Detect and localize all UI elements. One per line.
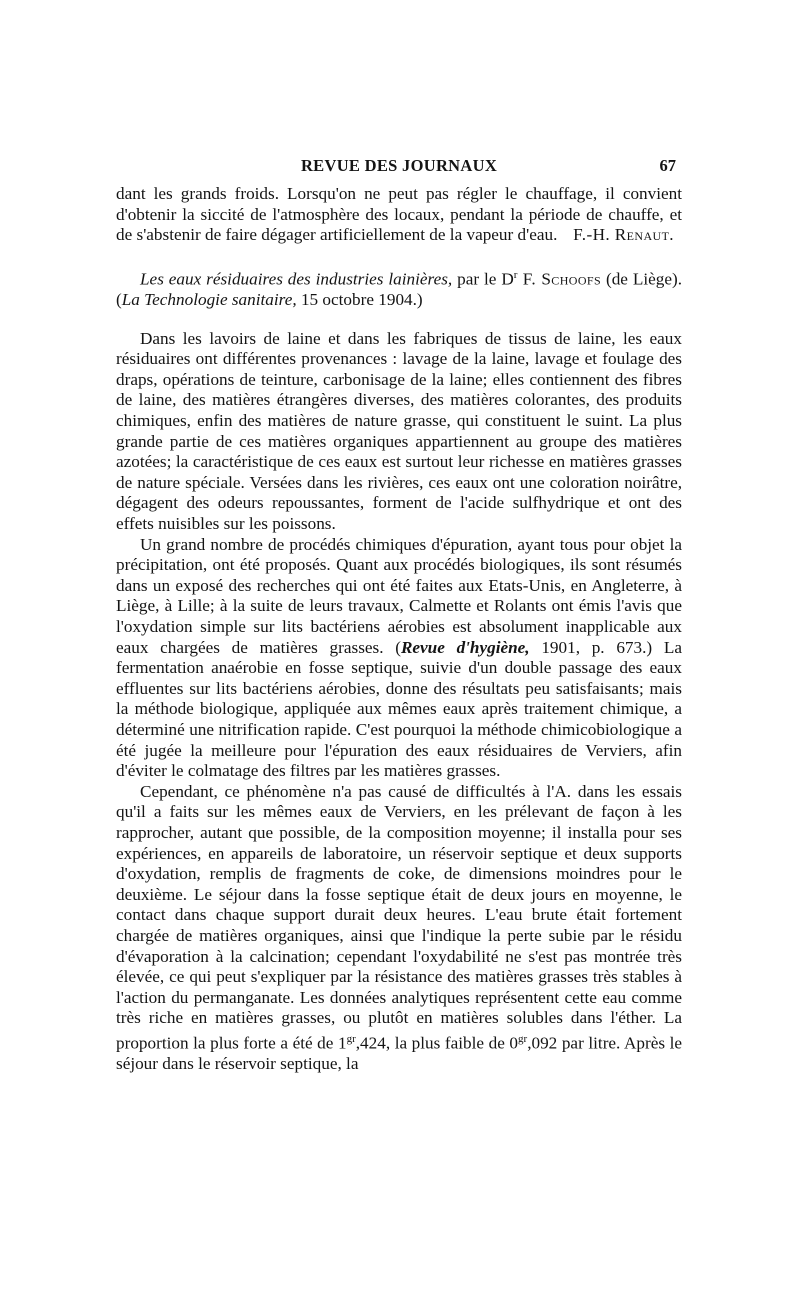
- article-title: Les eaux résiduaires des industries lainières,: [140, 269, 453, 289]
- page-number: 67: [659, 156, 676, 175]
- author-signature-text: F.-H. Renaut.: [573, 225, 674, 245]
- unit-gram-2: gr: [518, 1032, 528, 1045]
- unit-gram-1: gr: [346, 1032, 356, 1045]
- body-paragraph-3: [116, 782, 682, 1075]
- reference-details: 1901, p. 673.): [529, 637, 653, 657]
- document-page: [116, 156, 682, 1075]
- source-date: 15 octobre 1904.): [296, 290, 423, 310]
- paragraph-3-text-b: ,424, la plus faible de 0: [355, 1033, 519, 1053]
- running-title: REVUE DES JOURNAUX: [300, 156, 498, 175]
- body-paragraph-2: [116, 535, 682, 782]
- continuation-paragraph: dant les grands froids. Lorsqu'on ne peut pas régler le chauffage, il convient d'obtenir la siccité de l'atmosphère des locaux, pendant la période de chauffe, et de s'abstenir de faire dégager artificiellement de la vapeur d'eau.: [116, 184, 682, 245]
- citation-by: par le D: [452, 269, 514, 289]
- reference-journal: Revue d'hygiène,: [400, 637, 530, 657]
- page-header: [116, 156, 682, 180]
- paragraph-3-text-a: Cependant, ce phénomène n'a pas causé de difficultés à l'A. dans les essais qu'il a faits sur les mêmes eaux de Verviers, en les prélevant de façon à les rapprocher, autant que possible, de la composition moyenne; il installa pour ses expériences, en appareils de laboratoire, un réservoir septique et deux supports d'oxydation, remplis de fragments de coke, de dimensions moindres pour le deuxième. Le séjour dans la fosse septique était de deux jours en moyenne, le contact dans chaque support durait deux heures. L'eau brute était fortement chargée de matières organiques, ainsi que l'indique la perte subie par le résidu d'évaporation à la calcination; cependant l'oxydabilité ne s'est pas montrée très élevée, ce qui peut s'expliquer par la résistance des matières grasses très stables à l'action du permanganate. Les données analytiques représentent cette eau comme très riche en matières grasses, ou plutôt en matières solubles dans l'éther. La proportion la plus forte a été de 1: [116, 781, 682, 1053]
- article-author: F. Schoofs: [517, 269, 602, 289]
- citation-by-sup: r: [513, 268, 518, 281]
- body-paragraph-1: Dans les lavoirs de laine et dans les fabriques de tissus de laine, les eaux résiduaires ont différentes provenances : lavage de la laine, lavage et foulage des draps, opérations de teinture, carbonisage de la laine; elles contiennent des fibres de laine, des matières étrangères diverses, des matières colorantes, des produits chimiques, enfin des matières de nature grasse, qui constituent le suint. La plus grande partie de ces matières organiques appartiennent au groupe des matières azotées; la caractéristique de ces eaux est surtout leur richesse en matières grasses de nature spéciale. Versées dans les rivières, ces eaux ont une coloration noirâtre, dégagent des odeurs repoussantes, forment de l'acide sulfhydrique et ont des effets nuisibles sur les poissons.: [116, 328, 682, 534]
- paragraph-3-text-c: ,092 par litre. Après le séjour dans le réservoir septique, la: [116, 1033, 682, 1074]
- paragraph-2-text-a: Un grand nombre de procédés chimiques d'épuration, ayant tous pour objet la précipitation, ont été proposés. Quant aux procédés biologiques, ils sont résumés dans un exposé des recherches qui ont été faites aux Etats-Unis, en Angleterre, à Liège, à Lille; à la suite de leurs travaux, Calmette et Rolants ont émis l'avis que l'oxydation simple sur lits bactériens aérobies est absolument inapplicable aux eaux chargées de matières grasses. (: [116, 534, 682, 657]
- source-journal: La Technologie sanitaire,: [121, 290, 297, 310]
- article-citation: [116, 265, 682, 311]
- paragraph-2-text-b: La fermentation anaérobie en fosse septique, suivie d'un double passage des eaux effluentes sur lits bactériens aérobies, donne des résultats peu satisfaisants; mais la méthode biologique, appliquée aux mêmes eaux après traitement chimique, a déterminé une nitrification rapide. C'est pourquoi la méthode chimicobiologique a été jugée la meilleure pour l'épuration des eaux résiduaires de Verviers, afin d'éviter le colmatage des filtres par les matières grasses.: [116, 637, 682, 781]
- citation-location: (de Liège). (: [116, 269, 683, 310]
